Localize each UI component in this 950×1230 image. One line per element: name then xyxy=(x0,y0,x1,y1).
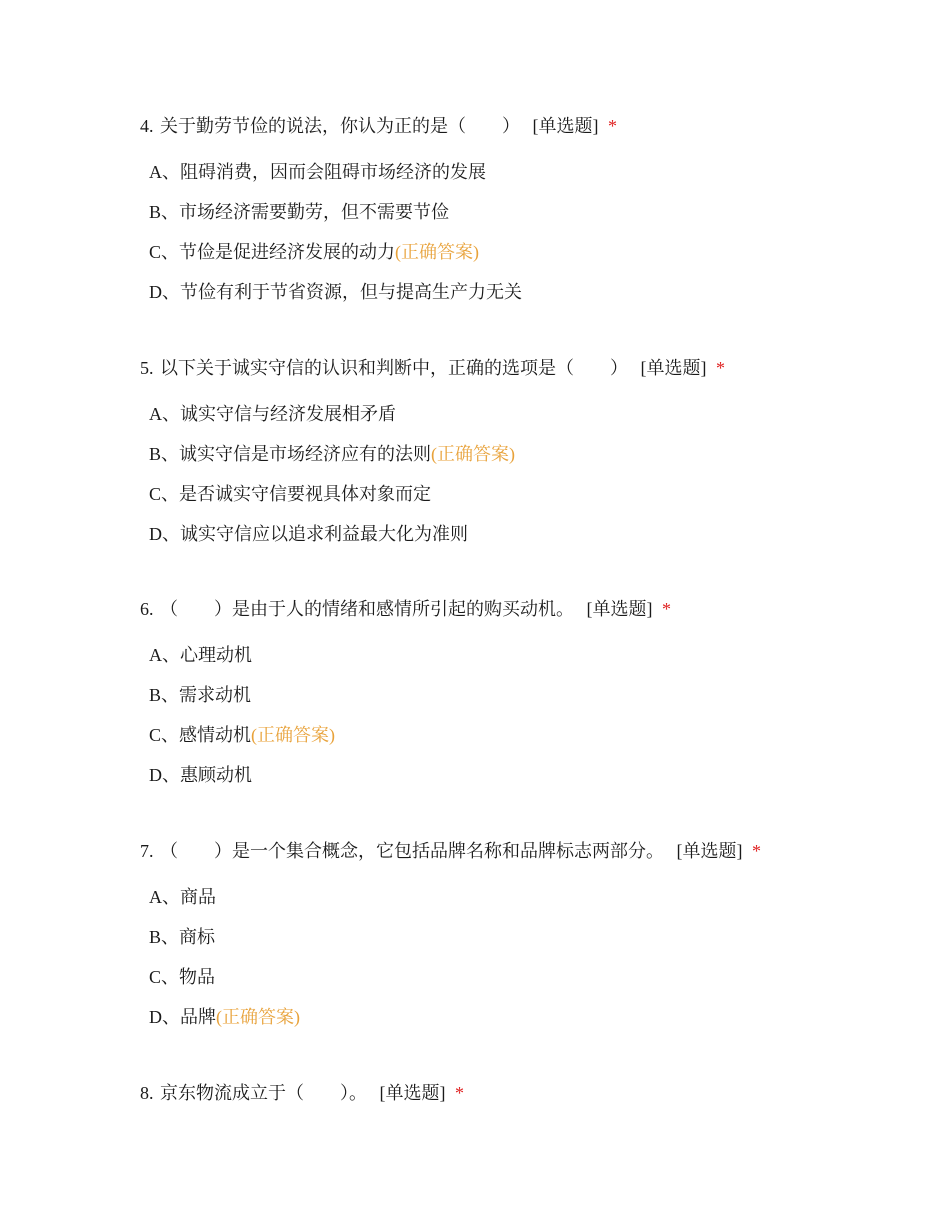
question-8 xyxy=(140,1082,920,1104)
question-6 xyxy=(140,598,920,804)
question-number: 4. xyxy=(140,116,154,136)
question-type: [单选题] xyxy=(586,599,653,619)
option-d: D、诚实守信应以追求利益最大化为准则 xyxy=(149,524,468,544)
question-number: 5. xyxy=(140,358,154,378)
option-d: D、品牌(正确答案) xyxy=(149,1007,300,1027)
option-c: C、是否诚实守信要视具体对象而定 xyxy=(149,484,432,504)
question-text: （ ）是一个集合概念，它包括品牌名称和品牌标志两部分。 xyxy=(160,841,664,861)
question-title xyxy=(140,115,920,137)
option-d: D、惠顾动机 xyxy=(149,765,252,785)
option-a: A、诚实守信与经济发展相矛盾 xyxy=(149,404,396,424)
question-text: 关于勤劳节俭的说法，你认为正的是（ ） xyxy=(160,116,520,136)
question-type: [单选题] xyxy=(379,1083,446,1103)
question-text: 京东物流成立于（ ）。 xyxy=(160,1083,367,1103)
option-c: C、感情动机(正确答案) xyxy=(149,725,336,745)
question-number: 8. xyxy=(140,1083,154,1103)
correct-answer-tag: (正确答案) xyxy=(216,1007,300,1027)
options-list xyxy=(149,161,920,303)
required-mark: * xyxy=(752,841,761,861)
option-b: B、商标 xyxy=(149,927,216,947)
question-text: 以下关于诚实守信的认识和判断中，正确的选项是（ ） xyxy=(160,358,628,378)
question-4 xyxy=(140,115,920,321)
required-mark: * xyxy=(455,1083,464,1103)
correct-answer-tag: (正确答案) xyxy=(395,242,480,262)
question-type: [单选题] xyxy=(532,116,599,136)
required-mark: * xyxy=(608,116,617,136)
question-text: （ ）是由于人的情绪和感情所引起的购买动机。 xyxy=(160,599,574,619)
question-5 xyxy=(140,357,920,563)
option-c: C、节俭是促进经济发展的动力(正确答案) xyxy=(149,242,480,262)
options-list xyxy=(149,886,920,1028)
option-b: B、需求动机 xyxy=(149,685,252,705)
options-list xyxy=(149,644,920,786)
correct-answer-tag: (正确答案) xyxy=(431,444,516,464)
question-title xyxy=(140,840,920,862)
options-list xyxy=(149,403,920,545)
question-type: [单选题] xyxy=(676,841,743,861)
question-number: 7. xyxy=(140,841,154,861)
question-title xyxy=(140,598,920,620)
question-type: [单选题] xyxy=(640,358,707,378)
question-7 xyxy=(140,840,920,1046)
question-title xyxy=(140,357,920,379)
option-d: D、节俭有利于节省资源，但与提高生产力无关 xyxy=(149,282,522,302)
required-mark: * xyxy=(662,599,671,619)
option-a: A、心理动机 xyxy=(149,645,252,665)
required-mark: * xyxy=(716,358,725,378)
option-c: C、物品 xyxy=(149,967,216,987)
option-a: A、商品 xyxy=(149,887,216,907)
option-a: A、阻碍消费，因而会阻碍市场经济的发展 xyxy=(149,162,486,182)
option-b: B、诚实守信是市场经济应有的法则(正确答案) xyxy=(149,444,516,464)
question-number: 6. xyxy=(140,599,154,619)
question-title xyxy=(140,1082,920,1104)
option-b: B、市场经济需要勤劳，但不需要节俭 xyxy=(149,202,450,222)
correct-answer-tag: (正确答案) xyxy=(251,725,336,745)
